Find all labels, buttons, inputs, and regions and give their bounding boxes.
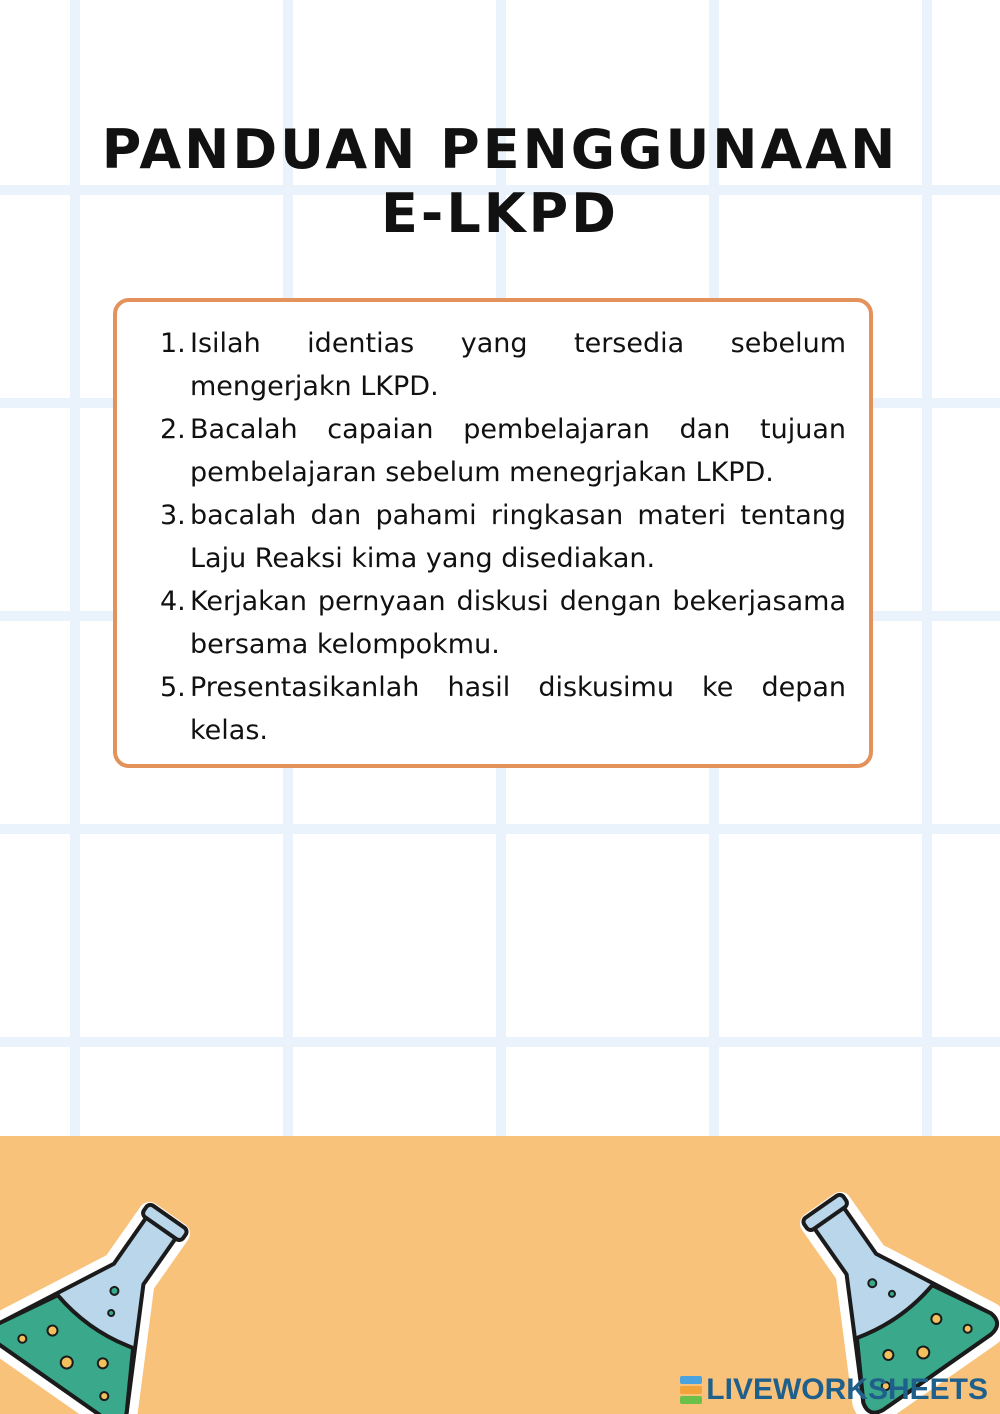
flask-icon	[0, 1195, 220, 1414]
step-item	[160, 580, 846, 666]
step-text: bacalah dan pahami ringkasan materi tentang Laju Reaksi kima yang disediakan.	[190, 500, 846, 574]
page-title	[0, 118, 1000, 246]
liveworksheets-brand	[680, 1372, 988, 1408]
step-text: Presentasikanlah hasil diskusimu ke depan kelas.	[190, 672, 846, 746]
step-item	[160, 322, 846, 408]
step-number: 2.	[160, 414, 186, 445]
steps-list	[160, 322, 846, 752]
page-title-line-1: PANDUAN PENGGUNAAN	[101, 118, 899, 181]
page-title-line-2: E-LKPD	[381, 182, 619, 245]
brand-name: LIVEWORKSHEETS	[706, 1373, 988, 1406]
step-text: Bacalah capaian pembelajaran dan tujuan pembelajaran sebelum menegrjakan LKPD.	[190, 414, 846, 488]
liveworksheets-logo-icon	[680, 1376, 702, 1404]
step-number: 3.	[160, 500, 186, 531]
step-item	[160, 494, 846, 580]
step-text: Isilah identias yang tersedia sebelum mengerjakn LKPD.	[190, 328, 846, 402]
step-text: Kerjakan pernyaan diskusi dengan bekerjasama bersama kelompokmu.	[190, 586, 846, 660]
step-number: 5.	[160, 672, 186, 703]
step-number: 4.	[160, 586, 186, 617]
step-number: 1.	[160, 328, 186, 359]
step-item	[160, 408, 846, 494]
step-item	[160, 666, 846, 752]
